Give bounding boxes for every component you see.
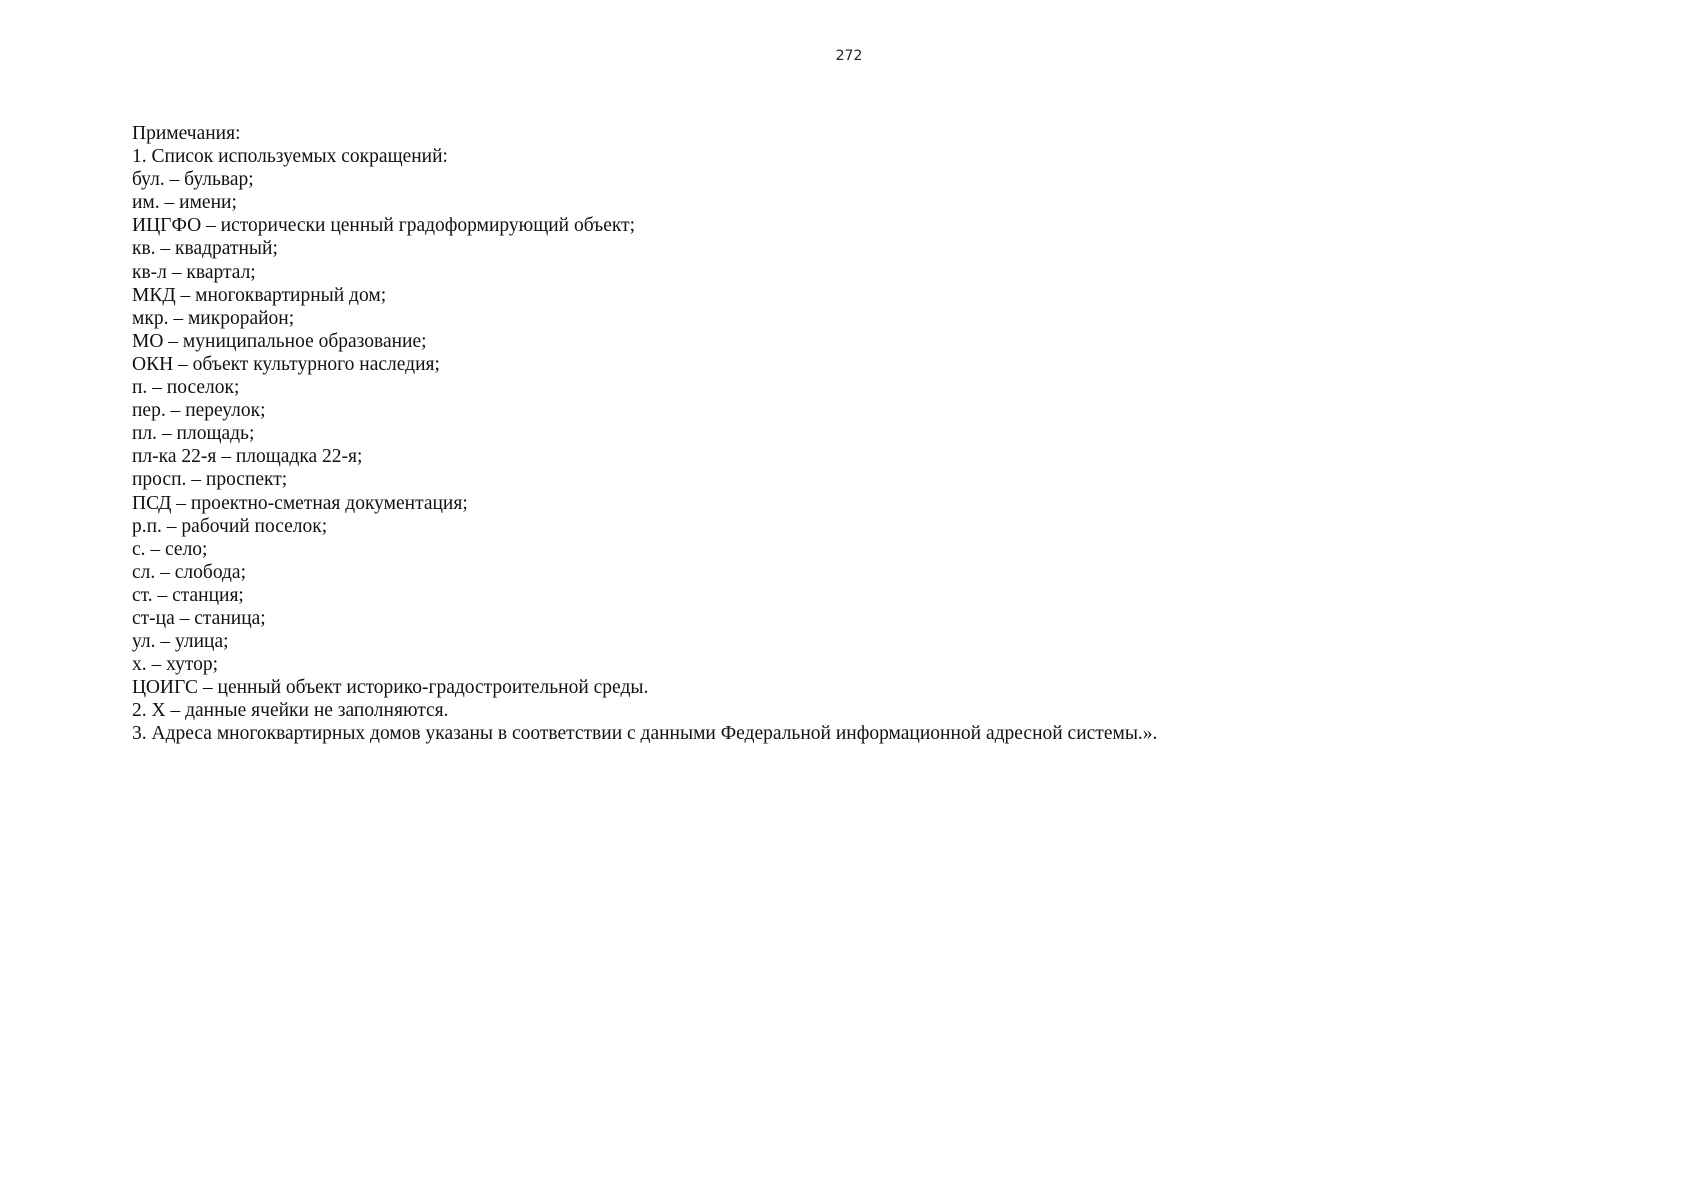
notes-line: кв-л – квартал; [132,261,256,283]
notes-line: МКД – многоквартирный дом; [132,284,387,306]
notes-line: п. – поселок; [132,377,240,399]
notes-line: ул. – улица; [132,631,229,653]
notes-line: 3. Адреса многоквартирных домов указаны в соответствии с данными Федеральной информационной адресной системы.». [132,723,1158,745]
notes-line: им. – имени; [132,192,237,214]
notes-line: пл-ка 22-я – площадка 22-я; [132,446,363,468]
notes-line: 2. Х – данные ячейки не заполняются. [132,700,449,722]
notes-line: бул. – бульвар; [132,169,254,191]
notes-heading: Примечания: [132,123,241,144]
notes-line: р.п. – рабочий поселок; [132,515,328,537]
notes-line: ст-ца – станица; [132,607,266,629]
notes-section [132,122,1612,746]
notes-line: ОКН – объект культурного наследия; [132,353,440,375]
notes-line: 1. Список используемых сокращений: [132,146,448,168]
notes-line: кв. – квадратный; [132,238,278,260]
notes-line: пер. – переулок; [132,400,266,422]
notes-line: ЦОИГС – ценный объект историко-градостроительной среды. [132,677,649,699]
notes-line: с. – село; [132,538,208,560]
page-number: 272 [835,48,863,64]
notes-line: ст. – станция; [132,584,244,606]
notes-line: ПСД – проектно-сметная документация; [132,492,468,514]
notes-line: просп. – проспект; [132,469,288,491]
notes-line: ИЦГФО – исторически ценный градоформирующий объект; [132,215,636,237]
notes-line: МО – муниципальное образование; [132,330,427,352]
notes-line: пл. – площадь; [132,423,255,445]
notes-line: х. – хутор; [132,654,219,676]
notes-line: сл. – слобода; [132,561,247,583]
notes-line: мкр. – микрорайон; [132,307,295,329]
